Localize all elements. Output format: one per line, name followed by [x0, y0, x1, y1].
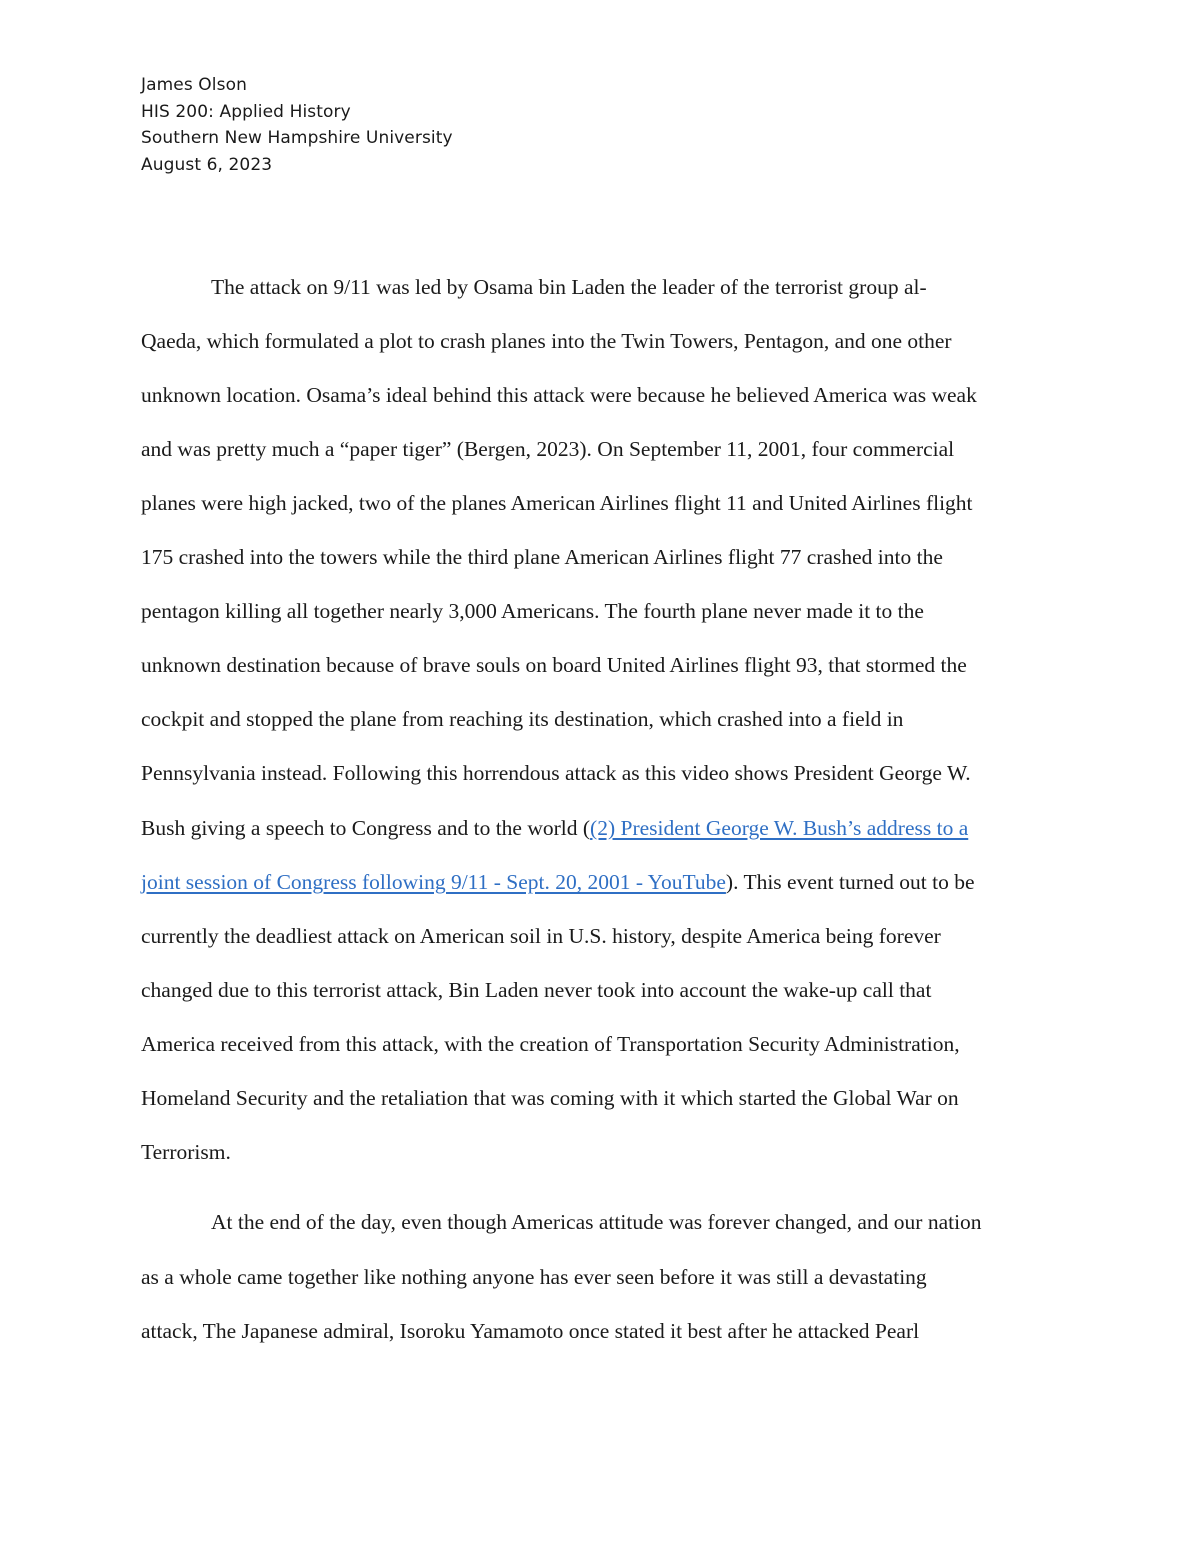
- line-12-text: ). This event turned out to be: [725, 870, 975, 894]
- paragraph-1-line-7: pentagon killing all together nearly 3,000 Americans. The fourth plane never made it to the: [141, 599, 924, 623]
- document-date: August 6, 2023: [141, 154, 273, 175]
- author-name: James Olson: [141, 75, 247, 95]
- paragraph-1-line-12: [141, 869, 975, 895]
- paragraph-2-line-3: attack, The Japanese admiral, Isoroku Yamamoto once stated it best after he attacked Pearl: [141, 1319, 920, 1343]
- youtube-link-part-2[interactable]: joint session of Congress following 9/11 - Sept. 20, 2001 - YouTube: [141, 870, 726, 894]
- paragraph-1-line-17: Terrorism.: [141, 1140, 231, 1164]
- paragraph-1-line-9: cockpit and stopped the plane from reaching its destination, which crashed into a field in: [141, 707, 904, 731]
- course-name: HIS 200: Applied History: [141, 101, 351, 122]
- paragraph-1-line-1: The attack on 9/11 was led by Osama bin Laden the leader of the terrorist group al-: [211, 275, 927, 299]
- paragraph-1-line-5: planes were high jacked, two of the planes American Airlines flight 11 and United Airlines flight: [141, 491, 973, 515]
- paragraph-1-line-6: 175 crashed into the towers while the third plane American Airlines flight 77 crashed into the: [141, 545, 943, 569]
- paragraph-1-line-3: unknown location. Osama’s ideal behind this attack were because he believed America was weak: [141, 383, 977, 407]
- paragraph-1-line-11: [141, 815, 968, 841]
- paragraph-1-line-13: currently the deadliest attack on American soil in U.S. history, despite America being forever: [141, 924, 941, 948]
- paragraph-1-line-2: Qaeda, which formulated a plot to crash planes into the Twin Towers, Pentagon, and one other: [141, 329, 952, 353]
- line-11-text: Bush giving a speech to Congress and to the world (: [141, 816, 591, 840]
- paragraph-1-line-16: Homeland Security and the retaliation that was coming with it which started the Global War on: [141, 1086, 959, 1110]
- paragraph-1-line-4: and was pretty much a “paper tiger” (Bergen, 2023). On September 11, 2001, four commercial: [141, 437, 955, 461]
- document-header: [141, 72, 453, 178]
- youtube-link-part-1[interactable]: (2) President George W. Bush’s address to a: [590, 816, 969, 840]
- paragraph-2-line-1: At the end of the day, even though Americas attitude was forever changed, and our nation: [211, 1210, 982, 1234]
- paragraph-1-line-10: Pennsylvania instead. Following this horrendous attack as this video shows President George W.: [141, 761, 971, 785]
- institution-name: Southern New Hampshire University: [141, 128, 453, 148]
- paragraph-2-line-2: as a whole came together like nothing anyone has ever seen before it was still a devastating: [141, 1265, 927, 1289]
- paragraph-1-line-15: America received from this attack, with the creation of Transportation Security Administration,: [141, 1032, 960, 1056]
- paragraph-1-line-14: changed due to this terrorist attack, Bin Laden never took into account the wake-up call that: [141, 978, 932, 1002]
- paragraph-1-line-8: unknown destination because of brave souls on board United Airlines flight 93, that stormed the: [141, 653, 967, 677]
